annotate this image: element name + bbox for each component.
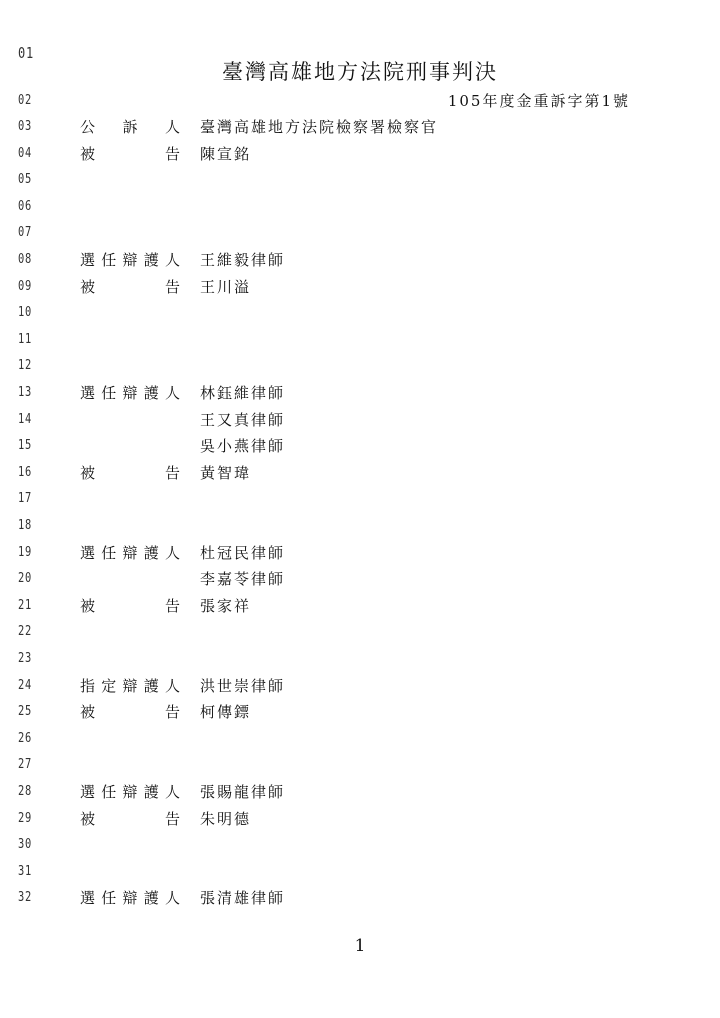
line-row [0, 380, 720, 406]
line-row [0, 407, 720, 433]
line-number: 27 [18, 757, 33, 773]
line-number: 21 [18, 597, 33, 613]
line-row [0, 885, 720, 911]
line-row [0, 726, 720, 752]
party-name: 洪世崇律師 [200, 676, 286, 695]
party-role: 選 任 辯 護 人 [80, 251, 180, 269]
line-number: 20 [18, 571, 33, 587]
line-row [0, 247, 720, 273]
party-role: 選 任 辯 護 人 [80, 783, 180, 801]
party-role: 被 告 [80, 809, 180, 828]
party-role: 被 告 [80, 703, 180, 722]
line-number: 02 [18, 93, 33, 108]
line-number: 03 [18, 119, 33, 134]
party-name: 李嘉苓律師 [200, 570, 286, 589]
line-number: 12 [18, 358, 33, 374]
line-row [0, 327, 720, 353]
line-number: 22 [18, 624, 33, 640]
line-row [0, 752, 720, 778]
party-role: 被 告 [80, 596, 180, 615]
party-name: 王維毅律師 [200, 251, 286, 269]
line-number: 09 [18, 278, 33, 294]
line-row [0, 486, 720, 512]
line-row [0, 540, 720, 566]
party-name: 張家祥 [200, 596, 252, 615]
line-row [0, 673, 720, 699]
line-row [0, 88, 720, 114]
line-row [0, 167, 720, 193]
line-number: 19 [18, 544, 33, 560]
line-number: 06 [18, 198, 33, 214]
line-number: 13 [18, 385, 33, 400]
line-number: 26 [18, 730, 33, 746]
line-row [0, 114, 720, 140]
line-number: 08 [18, 252, 33, 267]
line-row [0, 513, 720, 539]
line-row [0, 619, 720, 645]
party-name: 王又真律師 [200, 410, 286, 429]
line-number: 32 [18, 890, 33, 906]
line-row [0, 274, 720, 300]
party-name: 臺灣高雄地方法院檢察署檢察官 [200, 118, 439, 136]
party-name: 王川溢 [200, 277, 252, 296]
line-row [0, 779, 720, 805]
line-number: 07 [18, 225, 33, 241]
line-row [0, 832, 720, 858]
party-name: 朱明德 [200, 809, 252, 828]
line-row [0, 220, 720, 246]
line-row [0, 859, 720, 885]
line-number: 15 [18, 438, 33, 454]
line-row [0, 353, 720, 379]
line-number: 30 [18, 837, 33, 853]
party-role: 被 告 [80, 144, 180, 163]
party-role: 選 任 辯 護 人 [80, 543, 180, 562]
line-number: 18 [18, 518, 33, 533]
party-name: 黃智瑋 [200, 463, 252, 482]
line-number: 05 [18, 172, 33, 188]
line-row [0, 40, 720, 66]
line-row [0, 194, 720, 220]
party-name: 張清雄律師 [200, 889, 286, 908]
party-role: 被 告 [80, 277, 180, 296]
line-number: 01 [18, 44, 35, 62]
party-name: 陳宣銘 [200, 144, 252, 163]
party-role: 選 任 辯 護 人 [80, 889, 180, 908]
party-role: 被 告 [80, 463, 180, 482]
line-number: 31 [18, 863, 33, 879]
line-row [0, 566, 720, 592]
line-number: 23 [18, 651, 33, 666]
line-number: 14 [18, 411, 33, 427]
line-number: 29 [18, 810, 33, 826]
document-title: 臺灣高雄地方法院刑事判決 [222, 60, 498, 84]
line-number: 24 [18, 677, 33, 693]
line-number: 25 [18, 704, 33, 720]
party-role: 指 定 辯 護 人 [80, 676, 180, 695]
line-number: 04 [18, 145, 33, 161]
party-name: 柯傳鏢 [200, 703, 252, 722]
party-role: 選 任 辯 護 人 [80, 384, 180, 402]
party-name: 杜冠民律師 [200, 543, 286, 562]
line-row [0, 141, 720, 167]
line-number: 28 [18, 784, 33, 799]
line-number: 10 [18, 305, 33, 321]
line-row [0, 433, 720, 459]
case-number: 105年度金重訴字第1號 [447, 92, 630, 110]
party-name: 林鈺維律師 [200, 384, 286, 402]
page-number: 1 [354, 936, 366, 956]
line-row [0, 460, 720, 486]
line-row [0, 593, 720, 619]
party-name: 吳小燕律師 [200, 437, 286, 456]
line-row [0, 806, 720, 832]
party-role: 公 訴 人 [80, 118, 180, 136]
line-row [0, 699, 720, 725]
party-name: 張賜龍律師 [200, 783, 286, 801]
line-number: 11 [18, 331, 33, 347]
line-row [0, 646, 720, 672]
line-row [0, 300, 720, 326]
line-number: 16 [18, 464, 33, 480]
line-number: 17 [18, 491, 33, 507]
